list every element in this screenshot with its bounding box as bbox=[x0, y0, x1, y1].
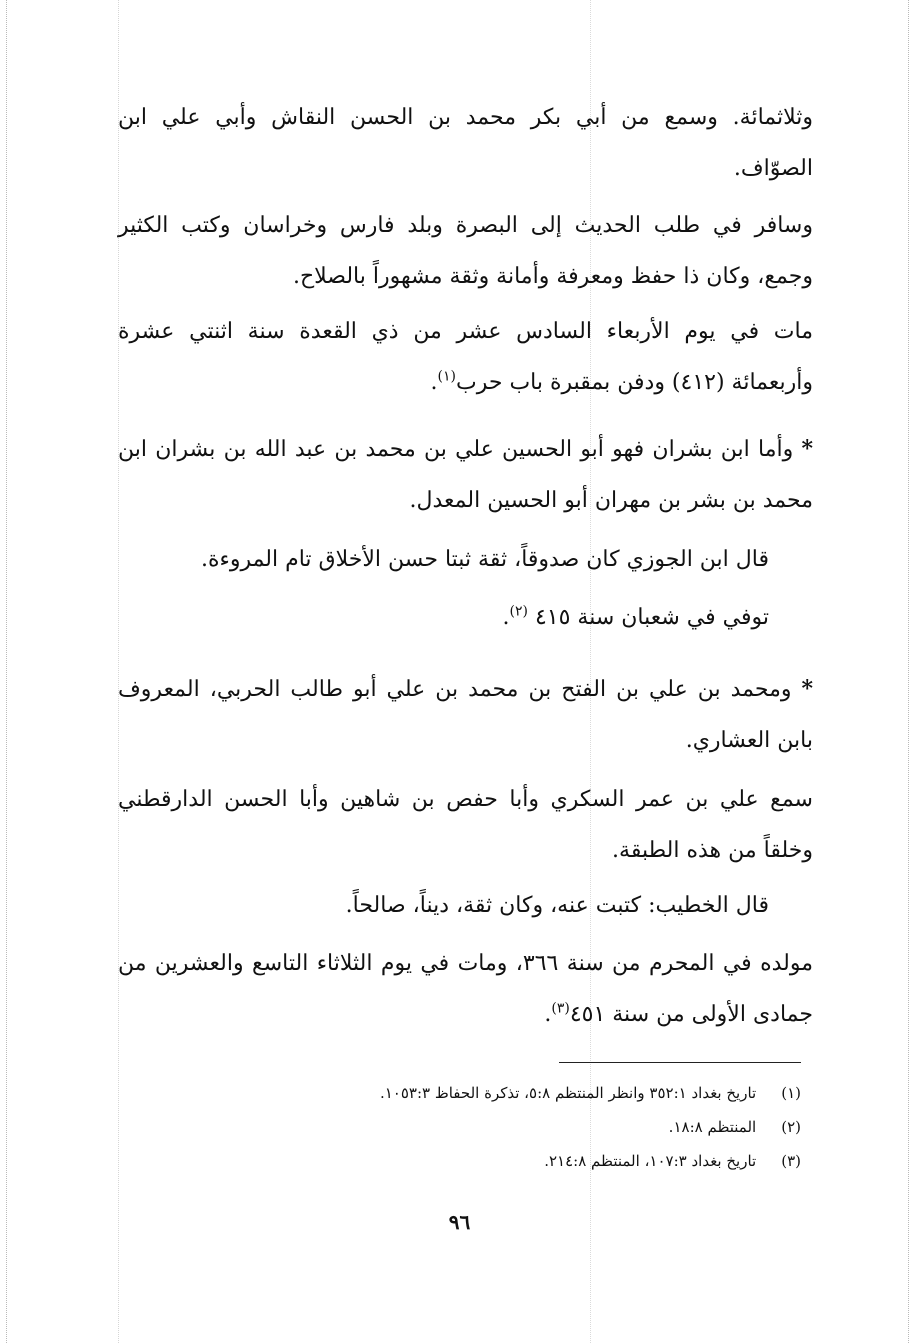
paragraph-7 bbox=[118, 664, 813, 766]
paragraph-end: . bbox=[502, 605, 510, 630]
entry-marker: * bbox=[801, 436, 813, 462]
footnote-reference: (١) bbox=[437, 368, 457, 385]
footnote-item bbox=[181, 1110, 801, 1144]
footnote-text: المنتظم ١٨:٨. bbox=[668, 1118, 757, 1136]
paragraph-text: توفي في شعبان سنة ٤١٥ bbox=[534, 605, 769, 630]
paragraph-1 bbox=[118, 92, 813, 194]
footnote-number: (١) bbox=[781, 1084, 801, 1102]
paragraph-10 bbox=[118, 938, 813, 1040]
footnote-number: (٢) bbox=[781, 1118, 801, 1136]
paragraph-text: وأما ابن بشران فهو أبو الحسين علي بن محمد بن عبد الله بن بشران ابن محمد بن بشر بن مهران أبو الحسين المعدل. bbox=[118, 437, 813, 513]
footnote-item bbox=[181, 1076, 801, 1110]
paragraph-4 bbox=[118, 424, 813, 526]
scan-artifact-line bbox=[908, 0, 909, 1343]
footnote-text: تاريخ بغداد ٣٥٢:١ وانظر المنتظم ٥:٨، تذكرة الحفاظ ١٠٥٣:٣. bbox=[379, 1084, 757, 1102]
footnote-number: (٣) bbox=[781, 1152, 801, 1170]
paragraph-end: . bbox=[430, 370, 438, 395]
paragraph-5 bbox=[118, 534, 769, 585]
footnotes bbox=[181, 1076, 801, 1178]
scan-artifact-line bbox=[6, 0, 7, 1343]
paragraph-text: وسافر في طلب الحديث إلى البصرة وبلد فارس وخراسان وكتب الكثير وجمع، وكان ذا حفظ ومعرفة وأمانة وثقة مشهوراً بالصلاح. bbox=[118, 213, 813, 289]
paragraph-end: . bbox=[544, 1002, 552, 1027]
page-number: ٩٦ bbox=[448, 1210, 471, 1234]
paragraph-text: ومحمد بن علي بن الفتح بن محمد بن علي أبو طالب الحربي، المعروف بابن العشاري. bbox=[118, 677, 813, 753]
paragraph-3 bbox=[118, 306, 813, 408]
paragraph-text: مولده في المحرم من سنة ٣٦٦، ومات في يوم الثلاثاء التاسع والعشرين من جمادى الأولى من سنة ٤٥١ bbox=[118, 951, 814, 1027]
paragraph-8 bbox=[118, 774, 813, 876]
paragraph-2 bbox=[118, 200, 813, 302]
footnote-divider bbox=[559, 1062, 801, 1063]
footnote-item bbox=[181, 1144, 801, 1178]
paragraph-9 bbox=[118, 880, 769, 931]
footnote-text: تاريخ بغداد ١٠٧:٣، المنتظم ٢١٤:٨. bbox=[544, 1152, 757, 1170]
paragraph-text: قال الخطيب: كتبت عنه، وكان ثقة، ديناً، صالحاً. bbox=[345, 893, 769, 918]
paragraph-text: قال ابن الجوزي كان صدوقاً، ثقة ثبتا حسن الأخلاق تام المروءة. bbox=[200, 547, 769, 572]
footnote-reference: (٣) bbox=[551, 1000, 570, 1017]
paragraph-text: وثلاثمائة. وسمع من أبي بكر محمد بن الحسن النقاش وأبي علي ابن الصوّاف. bbox=[118, 105, 813, 181]
paragraph-6 bbox=[118, 592, 769, 643]
entry-marker: * bbox=[801, 676, 814, 702]
footnote-reference: (٢) bbox=[509, 603, 528, 620]
paragraph-text: مات في يوم الأربعاء السادس عشر من ذي القعدة سنة اثنتي عشرة وأربعمائة (٤١٢) ودفن بمقبرة باب حرب bbox=[118, 319, 814, 395]
paragraph-text: سمع علي بن عمر السكري وأبا حفص بن شاهين وأبا الحسن الدارقطني وخلقاً من هذه الطبقة. bbox=[118, 787, 813, 863]
